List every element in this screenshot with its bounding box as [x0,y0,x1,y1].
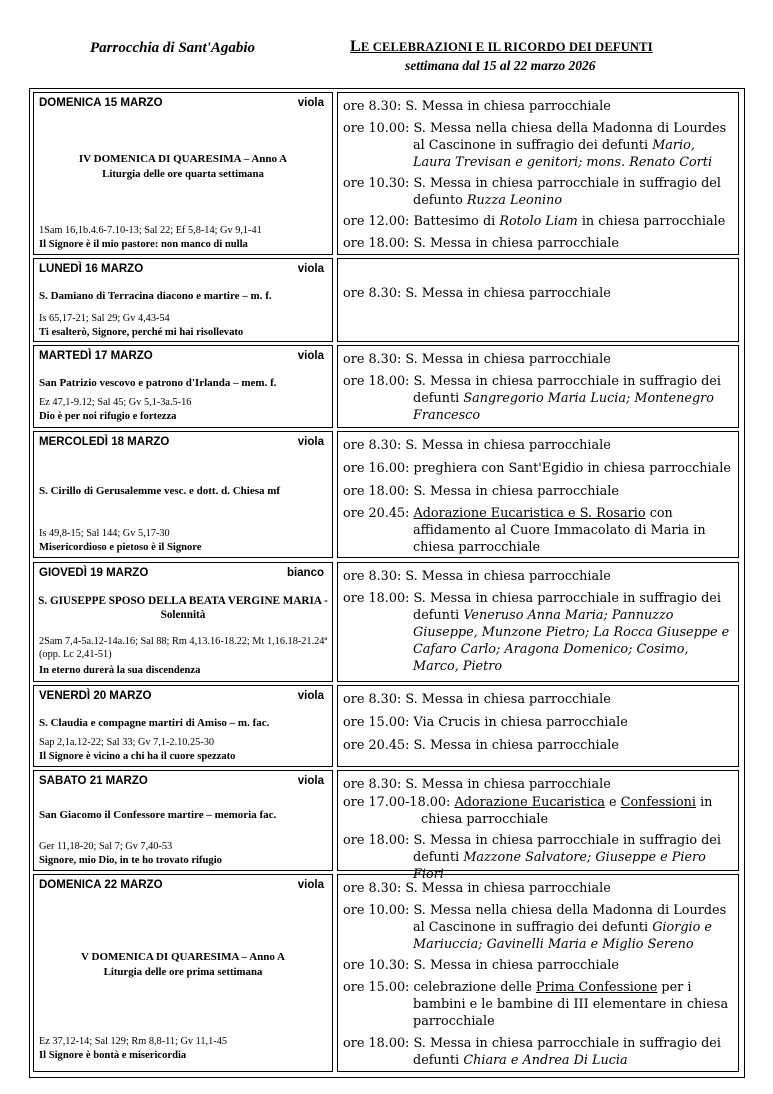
day-info-cell [33,345,333,428]
psalm-motto: Ti esalterò, Signore, perché mi hai risollevato [39,327,244,338]
liturgical-color: viola [297,436,324,448]
event-item: ore 8.30: S. Messa in chiesa parrocchiale [343,777,611,792]
day-info-cell [33,258,333,342]
title-initial: L [350,38,361,55]
event-item: ore 10.30: S. Messa in chiesa parrocchiale [343,958,619,973]
event-item: ore 18.00: S. Messa in chiesa parrocchiale in suffragio dei defunti Sangregorio Maria Lucia; Montenegro Francesco [343,374,721,423]
feast-title: San Patrizio vescovo e patrono d'Irlanda – mem. f. [39,377,277,389]
feast-title: S. Claudia e compagne martiri di Amiso – m. fac. [39,717,270,729]
feast-title: IV DOMENICA DI QUARESIMA – Anno A [78,153,288,165]
readings: Ez 47,1-9.12; Sal 45; Gv 5,1-3a.5-16 [39,397,192,408]
feast-title: S. Damiano di Terracina diacono e martire – m. f. [39,290,272,302]
feast-title: S. Cirillo di Gerusalemme vesc. e dott. d. Chiesa mf [39,485,281,497]
event-item: ore 8.30: S. Messa in chiesa parrocchiale [343,438,611,453]
title-rest: E CELEBRAZIONI E IL RICORDO DEI DEFUNTI [360,40,653,54]
day-info-cell [33,92,333,255]
day-info-cell [33,431,333,558]
day-info-cell [33,562,333,682]
parish-name: Parrocchia di Sant'Agabio [90,40,256,56]
psalm-motto: Il Signore è vicino a chi ha il cuore spezzato [39,751,236,762]
psalm-motto: Il Signore è il mio pastore: non manco di nulla [39,239,248,250]
day-label: GIOVEDÌ 19 MARZO [39,567,149,579]
event-item: ore 18.00: S. Messa in chiesa parrocchiale in suffragio dei defunti Mazzone Salvatore; Giuseppe e Piero Fiori [343,833,721,882]
readings: Is 49,8-15; Sal 144; Gv 5,17-30 [39,528,170,539]
week-range: settimana dal 15 al 22 marzo 2026 [405,58,596,73]
psalm-motto: Dio è per noi rifugio e fortezza [39,411,177,422]
events-cell [337,345,739,428]
event-item: ore 8.30: S. Messa in chiesa parrocchiale [343,881,611,896]
event-item: ore 18.00: S. Messa in chiesa parrocchiale [343,484,619,499]
readings: 2Sam 7,4-5a.12-14a.16; Sal 88; Rm 4,13.16-18.22; Mt 1,16.18-21.24ª (opp. Lc 2,41-51) [39,636,328,660]
event-item: ore 18.00: S. Messa in chiesa parrocchiale [343,236,619,251]
liturgical-color: bianco [286,567,324,579]
event-item: ore 8.30: S. Messa in chiesa parrocchiale [343,352,611,367]
event-item: ore 18.00: S. Messa in chiesa parrocchiale in suffragio dei defunti Chiara e Andrea Di Lucia [343,1036,721,1068]
readings: Sap 2,1a.12-22; Sal 33; Gv 7,1-2.10.25-30 [39,737,215,748]
day-label: SABATO 21 MARZO [39,775,148,787]
liturgical-color: viola [297,263,324,275]
events-cell [337,562,739,682]
event-item: ore 20.45: Adorazione Eucaristica e S. Rosario con affidamento al Cuore Immacolato di Maria in chiesa parrocchiale [343,506,706,555]
feast-title: San Giacomo il Confessore martire – memoria fac. [39,809,277,821]
day-info-cell [33,874,333,1072]
readings: 1Sam 16,1b.4.6-7.10-13; Sal 22; Ef 5,8-14; Gv 9,1-41 [39,225,262,236]
day-info-cell [33,770,333,871]
events-cell [337,92,739,255]
event-item: ore 8.30: S. Messa in chiesa parrocchiale [343,99,611,114]
feast-title: V DOMENICA DI QUARESIMA – Anno A [81,951,285,963]
event-item: ore 18.00: S. Messa in chiesa parrocchiale in suffragio dei defunti Veneruso Anna Maria; Pannuzzo Giuseppe, Munzone Pietro; La Rocca Giuseppe e Cafaro Carlo; Aragona Domenico; Cosimo, Marco, Pietro [343,591,730,674]
psalm-motto: In eterno durerà la sua discendenza [39,665,201,676]
event-item: ore 17.00-18.00: Adorazione Eucaristica e Confessioni in chiesa parrocchiale [343,795,713,827]
feast-subtitle: Liturgia delle ore prima settimana [103,966,263,978]
event-item: ore 16.00: preghiera con Sant'Egidio in chiesa parrocchiale [343,461,731,476]
readings: Ger 11,18-20; Sal 7; Gv 7,40-53 [39,841,173,852]
psalm-motto: Il Signore è bontà e misericordia [39,1050,187,1061]
event-item: ore 8.30: S. Messa in chiesa parrocchiale [343,286,611,301]
day-info-cell [33,685,333,767]
event-item: ore 15.00: Via Crucis in chiesa parrocchiale [343,715,628,730]
events-cell [337,874,739,1072]
day-label: VENERDÌ 20 MARZO [39,690,152,702]
events-cell [337,770,739,882]
page-title [350,38,653,56]
event-item: ore 10.30: S. Messa in chiesa parrocchiale in suffragio del defunto Ruzza Leonino [343,176,721,208]
feast-subtitle: Liturgia delle ore quarta settimana [102,168,264,180]
day-label: LUNEDÌ 16 MARZO [39,263,144,275]
readings: Is 65,17-21; Sal 29; Gv 4,43-54 [39,313,170,324]
event-item: ore 8.30: S. Messa in chiesa parrocchiale [343,569,611,584]
event-item: ore 10.00: S. Messa nella chiesa della Madonna di Lourdes al Cascinone in suffragio dei defunti Mario, Laura Trevisan e genitori; mons. Renato Corti [343,121,727,170]
event-item: ore 8.30: S. Messa in chiesa parrocchiale [343,692,611,707]
events-cell [337,431,739,558]
liturgical-color: viola [297,97,324,109]
readings: Ez 37,12-14; Sal 129; Rm 8,8-11; Gv 11,1-45 [39,1036,227,1047]
liturgical-color: viola [297,775,324,787]
liturgical-color: viola [297,690,324,702]
event-item: ore 15.00: celebrazione delle Prima Confessione per i bambini e le bambine di III elementare in chiesa parrocchiale [343,980,729,1029]
liturgical-color: viola [297,350,324,362]
event-item: ore 10.00: S. Messa nella chiesa della Madonna di Lourdes al Cascinone in suffragio dei defunti Giorgio e Mariuccia; Gavinelli Maria e Miglio Sereno [343,903,727,952]
feast-title: S. GIUSEPPE SPOSO DELLA BEATA VERGINE MARIA - Solennità [38,595,328,621]
day-label: DOMENICA 15 MARZO [39,97,163,109]
day-label: MARTEDÌ 17 MARZO [39,350,153,362]
psalm-motto: Misericordioso e pietoso è il Signore [39,542,202,553]
events-cell [337,258,739,342]
event-item: ore 20.45: S. Messa in chiesa parrocchiale [343,738,619,753]
day-label: DOMENICA 22 MARZO [39,879,163,891]
psalm-motto: Signore, mio Dio, in te ho trovato rifugio [39,855,222,866]
liturgical-color: viola [297,879,324,891]
events-cell [337,685,739,767]
day-label: MERCOLEDÌ 18 MARZO [39,436,170,448]
event-item: ore 12.00: Battesimo di Rotolo Liam in chiesa parrocchiale [343,214,726,229]
